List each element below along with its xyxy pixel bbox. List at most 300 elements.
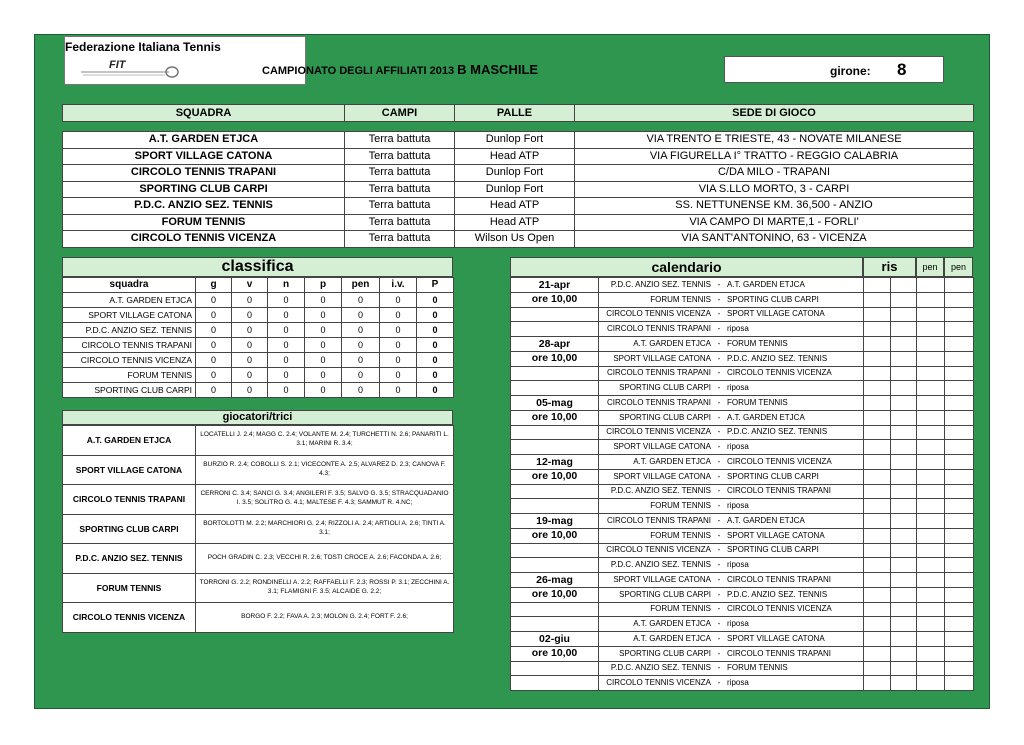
match-separator: -: [717, 648, 721, 658]
result-cell-2[interactable]: [891, 440, 917, 455]
result-cell-1[interactable]: [864, 543, 891, 558]
result-cell-1[interactable]: [864, 366, 891, 381]
away-team: riposa: [727, 619, 749, 629]
match-teams: [599, 351, 864, 366]
match-row: [511, 410, 974, 425]
standings-value: 0: [232, 368, 268, 383]
result-cell-2[interactable]: [891, 676, 917, 691]
team-row: [63, 148, 974, 165]
standings-row: [63, 368, 454, 383]
match-row: [511, 617, 974, 632]
players-team: CIRCOLO TENNIS TRAPANI: [63, 485, 196, 515]
team-name: CIRCOLO TENNIS VICENZA: [63, 231, 345, 248]
away-team: A.T. GARDEN ETJCA: [727, 279, 805, 289]
result-cell-2[interactable]: [891, 425, 917, 440]
pen-cell-1[interactable]: [917, 455, 945, 470]
result-cell-2[interactable]: [891, 337, 917, 352]
pen-cell-1[interactable]: [917, 469, 945, 484]
result-cell-2[interactable]: [891, 646, 917, 661]
players-list: BURZIO R. 2.4; COBOLLI S. 2.1; VICECONTE A. 2.5; ALVAREZ D. 2.3; CANOVA F. 4.3;: [196, 455, 454, 485]
match-row: [511, 425, 974, 440]
pen-cell-2[interactable]: [945, 322, 974, 337]
home-team: A.T. GARDEN ETJCA: [633, 456, 711, 466]
pen-header-1: pen: [916, 257, 944, 277]
team-sede: VIA TRENTO E TRIESTE, 43 - NOVATE MILANESE: [575, 132, 974, 149]
pen-cell-2[interactable]: [945, 676, 974, 691]
home-team: FORUM TENNIS: [650, 501, 711, 511]
result-cell-2[interactable]: [891, 366, 917, 381]
pen-cell-2[interactable]: [945, 292, 974, 307]
match-teams: [599, 528, 864, 543]
pen-cell-2[interactable]: [945, 396, 974, 411]
result-cell-2[interactable]: [891, 528, 917, 543]
standings-value: 0: [305, 338, 342, 353]
match-teams: [599, 587, 864, 602]
standings-header-cell: v: [232, 278, 268, 293]
ris-header: ris: [863, 257, 916, 277]
pen-cell-1[interactable]: [917, 558, 945, 573]
match-row: [511, 514, 974, 529]
pen-cell-2[interactable]: [945, 307, 974, 322]
home-team: SPORTING CLUB CARPI: [619, 648, 711, 658]
pen-cell-2[interactable]: [945, 543, 974, 558]
home-team: A.T. GARDEN ETJCA: [633, 619, 711, 629]
standings-value: 0: [380, 308, 417, 323]
match-teams: [599, 543, 864, 558]
match-teams: [599, 337, 864, 352]
away-team: riposa: [727, 560, 749, 570]
away-team: SPORTING CLUB CARPI: [727, 294, 819, 304]
players-list: CERRONI C. 3.4; SANCI G. 3.4; ANGILERI F. 3.5; SALVO G. 3.5; STRACQUADANIO I. 3.5; SOLITRO G. 4.1; MALTESE F. 4.3; SAMMUT R. 4.NC;: [196, 485, 454, 515]
standings-row: [63, 293, 454, 308]
result-cell-1[interactable]: [864, 646, 891, 661]
standings-value: 0: [305, 293, 342, 308]
match-row: [511, 602, 974, 617]
pen-cell-1[interactable]: [917, 632, 945, 647]
team-name: CIRCOLO TENNIS TRAPANI: [63, 165, 345, 182]
match-teams: [599, 278, 864, 293]
match-teams: [599, 469, 864, 484]
result-cell-1[interactable]: [864, 676, 891, 691]
home-team: P.D.C. ANZIO SEZ. TENNIS: [610, 486, 711, 496]
standings-value: 0: [268, 323, 305, 338]
match-separator: -: [717, 633, 721, 643]
pen-cell-2[interactable]: [945, 514, 974, 529]
result-cell-1[interactable]: [864, 425, 891, 440]
match-date: [511, 558, 599, 573]
pen-cell-2[interactable]: [945, 366, 974, 381]
pen-cell-2[interactable]: [945, 661, 974, 676]
match-row: [511, 528, 974, 543]
pen-cell-1[interactable]: [917, 499, 945, 514]
match-separator: -: [717, 515, 721, 525]
pen-cell-1[interactable]: [917, 514, 945, 529]
home-team: FORUM TENNIS: [650, 530, 711, 540]
standings-value: 0: [342, 293, 380, 308]
pen-cell-1[interactable]: [917, 543, 945, 558]
pen-cell-1[interactable]: [917, 661, 945, 676]
result-cell-2[interactable]: [891, 499, 917, 514]
standings-header-cell: g: [196, 278, 232, 293]
standings-value: 0: [305, 368, 342, 383]
header-campi: CAMPI: [345, 105, 455, 122]
pen-cell-2[interactable]: [945, 469, 974, 484]
calendar-table: [510, 277, 974, 691]
standings-value: 0: [232, 338, 268, 353]
home-team: P.D.C. ANZIO SEZ. TENNIS: [610, 560, 711, 570]
pen-cell-1[interactable]: [917, 337, 945, 352]
standings-value: 0: [268, 353, 305, 368]
result-cell-1[interactable]: [864, 558, 891, 573]
pen-cell-2[interactable]: [945, 632, 974, 647]
away-team: A.T. GARDEN ETJCA: [727, 412, 805, 422]
standings-value: 0: [196, 293, 232, 308]
team-row: [63, 214, 974, 231]
match-separator: -: [717, 456, 721, 466]
players-row: [63, 455, 454, 485]
match-teams: [599, 366, 864, 381]
result-cell-1[interactable]: [864, 410, 891, 425]
match-date: 02-giu: [511, 632, 599, 647]
pen-cell-1[interactable]: [917, 573, 945, 588]
pen-cell-2[interactable]: [945, 499, 974, 514]
result-cell-1[interactable]: [864, 455, 891, 470]
standings-value: 0: [268, 293, 305, 308]
match-separator: -: [717, 486, 721, 496]
away-team: CIRCOLO TENNIS VICENZA: [727, 604, 832, 614]
pen-cell-2[interactable]: [945, 351, 974, 366]
away-team: A.T. GARDEN ETJCA: [727, 515, 805, 525]
standings-header-cell: squadra: [63, 278, 196, 293]
standings-value: 0: [417, 353, 454, 368]
result-cell-2[interactable]: [891, 617, 917, 632]
result-cell-1[interactable]: [864, 307, 891, 322]
match-date: [511, 440, 599, 455]
pen-cell-1[interactable]: [917, 322, 945, 337]
home-team: SPORTING CLUB CARPI: [619, 412, 711, 422]
match-separator: -: [717, 383, 721, 393]
result-cell-2[interactable]: [891, 602, 917, 617]
result-cell-1[interactable]: [864, 292, 891, 307]
match-row: [511, 484, 974, 499]
pen-header-2: pen: [944, 257, 973, 277]
result-cell-2[interactable]: [891, 381, 917, 396]
standings-header-cell: i.v.: [380, 278, 417, 293]
pen-cell-1[interactable]: [917, 528, 945, 543]
calendario-title: calendario: [510, 257, 863, 277]
result-cell-2[interactable]: [891, 410, 917, 425]
standings-value: 0: [380, 353, 417, 368]
home-team: CIRCOLO TENNIS TRAPANI: [606, 397, 711, 407]
pen-cell-2[interactable]: [945, 455, 974, 470]
pen-cell-2[interactable]: [945, 484, 974, 499]
match-date: [511, 617, 599, 632]
standings-value: 0: [305, 323, 342, 338]
match-row: [511, 440, 974, 455]
team-row: [63, 165, 974, 182]
pen-cell-1[interactable]: [917, 440, 945, 455]
result-cell-1[interactable]: [864, 381, 891, 396]
standings-value: 0: [196, 323, 232, 338]
result-cell-1[interactable]: [864, 469, 891, 484]
match-row: [511, 381, 974, 396]
result-cell-1[interactable]: [864, 661, 891, 676]
standings-header-cell: pen: [342, 278, 380, 293]
pen-cell-1[interactable]: [917, 351, 945, 366]
pen-cell-2[interactable]: [945, 528, 974, 543]
result-cell-1[interactable]: [864, 351, 891, 366]
pen-cell-1[interactable]: [917, 278, 945, 293]
result-cell-2[interactable]: [891, 573, 917, 588]
match-teams: [599, 646, 864, 661]
players-list: BORTOLOTTI M. 2.2; MARCHIORI G. 2.4; RIZZOLI A. 2.4; ARTIOLI A. 2.6; TINTI A. 3.1;: [196, 514, 454, 544]
standings-table: [62, 277, 454, 398]
result-cell-1[interactable]: [864, 484, 891, 499]
result-cell-1[interactable]: [864, 602, 891, 617]
team-name: SPORT VILLAGE CATONA: [63, 148, 345, 165]
result-cell-1[interactable]: [864, 499, 891, 514]
team-campi: Terra battuta: [345, 148, 455, 165]
players-row: [63, 426, 454, 456]
match-row: [511, 278, 974, 293]
standings-value: 0: [380, 368, 417, 383]
away-team: P.D.C. ANZIO SEZ. TENNIS: [727, 353, 828, 363]
match-date: [511, 499, 599, 514]
standings-value: 0: [232, 293, 268, 308]
match-date: [511, 366, 599, 381]
away-team: SPORTING CLUB CARPI: [727, 471, 819, 481]
match-date: [511, 602, 599, 617]
match-separator: -: [717, 442, 721, 452]
federation-name: Federazione Italiana Tennis: [65, 40, 221, 54]
standings-value: 0: [380, 383, 417, 398]
away-team: FORUM TENNIS: [727, 663, 788, 673]
match-row: [511, 307, 974, 322]
match-separator: -: [717, 427, 721, 437]
team-campi: Terra battuta: [345, 132, 455, 149]
result-cell-1[interactable]: [864, 278, 891, 293]
match-row: [511, 337, 974, 352]
match-teams: [599, 602, 864, 617]
result-cell-1[interactable]: [864, 587, 891, 602]
players-row: [63, 485, 454, 515]
federation-header: [64, 36, 306, 85]
pen-cell-2[interactable]: [945, 558, 974, 573]
result-cell-1[interactable]: [864, 632, 891, 647]
fit-logo: [77, 57, 187, 81]
result-cell-2[interactable]: [891, 587, 917, 602]
away-team: riposa: [727, 501, 749, 511]
match-row: [511, 632, 974, 647]
standings-team: P.D.C. ANZIO SEZ. TENNIS: [63, 323, 196, 338]
pen-cell-1[interactable]: [917, 381, 945, 396]
pen-cell-2[interactable]: [945, 381, 974, 396]
pen-cell-1[interactable]: [917, 617, 945, 632]
away-team: SPORT VILLAGE CATONA: [727, 309, 825, 319]
standings-value: 0: [196, 308, 232, 323]
team-row: [63, 198, 974, 215]
pen-cell-1[interactable]: [917, 646, 945, 661]
team-campi: Terra battuta: [345, 231, 455, 248]
standings-value: 0: [417, 293, 454, 308]
match-teams: [599, 632, 864, 647]
players-row: [63, 573, 454, 603]
pen-cell-1[interactable]: [917, 676, 945, 691]
pen-cell-1[interactable]: [917, 366, 945, 381]
match-separator: -: [717, 604, 721, 614]
home-team: SPORTING CLUB CARPI: [619, 383, 711, 393]
result-cell-2[interactable]: [891, 484, 917, 499]
match-teams: [599, 410, 864, 425]
match-teams: [599, 455, 864, 470]
match-separator: -: [717, 560, 721, 570]
fit-logo-text: FIT: [109, 59, 126, 71]
match-date: ore 10,00: [511, 587, 599, 602]
home-team: SPORT VILLAGE CATONA: [613, 574, 711, 584]
match-teams: [599, 396, 864, 411]
away-team: riposa: [727, 383, 749, 393]
team-sede: VIA S.LLO MORTO, 3 - CARPI: [575, 181, 974, 198]
result-cell-2[interactable]: [891, 351, 917, 366]
pen-cell-2[interactable]: [945, 337, 974, 352]
away-team: SPORTING CLUB CARPI: [727, 545, 819, 555]
team-name: FORUM TENNIS: [63, 214, 345, 231]
match-row: [511, 558, 974, 573]
pen-cell-1[interactable]: [917, 396, 945, 411]
standings-team: A.T. GARDEN ETJCA: [63, 293, 196, 308]
players-row: [63, 514, 454, 544]
standings-value: 0: [196, 338, 232, 353]
match-teams: [599, 514, 864, 529]
result-cell-2[interactable]: [891, 292, 917, 307]
match-row: [511, 661, 974, 676]
result-cell-2[interactable]: [891, 278, 917, 293]
standings-value: 0: [342, 383, 380, 398]
result-cell-1[interactable]: [864, 337, 891, 352]
team-sede: VIA CAMPO DI MARTE,1 - FORLI': [575, 214, 974, 231]
standings-value: 0: [305, 308, 342, 323]
home-team: CIRCOLO TENNIS VICENZA: [606, 545, 711, 555]
standings-value: 0: [380, 323, 417, 338]
result-cell-1[interactable]: [864, 322, 891, 337]
match-teams: [599, 617, 864, 632]
pen-cell-2[interactable]: [945, 617, 974, 632]
pen-cell-1[interactable]: [917, 307, 945, 322]
match-row: [511, 469, 974, 484]
teams-table-header: [62, 104, 974, 122]
result-cell-2[interactable]: [891, 322, 917, 337]
girone-number: 8: [897, 60, 907, 79]
players-team: SPORT VILLAGE CATONA: [63, 455, 196, 485]
team-palle: Head ATP: [455, 214, 575, 231]
team-palle: Wilson Us Open: [455, 231, 575, 248]
match-teams: [599, 381, 864, 396]
result-cell-2[interactable]: [891, 543, 917, 558]
pen-cell-2[interactable]: [945, 587, 974, 602]
standings-value: 0: [417, 383, 454, 398]
result-cell-1[interactable]: [864, 440, 891, 455]
pen-cell-2[interactable]: [945, 410, 974, 425]
players-table: [62, 425, 454, 633]
standings-value: 0: [268, 308, 305, 323]
standings-value: 0: [196, 353, 232, 368]
result-cell-2[interactable]: [891, 514, 917, 529]
match-teams: [599, 307, 864, 322]
pen-cell-2[interactable]: [945, 573, 974, 588]
team-sede: C/DA MILO - TRAPANI: [575, 165, 974, 182]
away-team: CIRCOLO TENNIS VICENZA: [727, 456, 832, 466]
match-separator: -: [717, 530, 721, 540]
championship-title: [262, 62, 538, 77]
players-list: POCH GRADIN C. 2.3; VECCHI R. 2.6; TOSTI CROCE A. 2.6; FACONDA A. 2.6;: [196, 544, 454, 574]
standings-value: 0: [417, 323, 454, 338]
standings-header-row: [63, 278, 454, 293]
pen-cell-1[interactable]: [917, 292, 945, 307]
result-cell-2[interactable]: [891, 455, 917, 470]
pen-cell-2[interactable]: [945, 278, 974, 293]
match-date: ore 10,00: [511, 410, 599, 425]
home-team: SPORTING CLUB CARPI: [619, 589, 711, 599]
standings-header-cell: n: [268, 278, 305, 293]
team-palle: Head ATP: [455, 148, 575, 165]
team-row: [63, 132, 974, 149]
result-cell-2[interactable]: [891, 558, 917, 573]
match-teams: [599, 558, 864, 573]
result-cell-2[interactable]: [891, 661, 917, 676]
home-team: P.D.C. ANZIO SEZ. TENNIS: [610, 279, 711, 289]
standings-value: 0: [380, 338, 417, 353]
team-campi: Terra battuta: [345, 181, 455, 198]
pen-cell-2[interactable]: [945, 440, 974, 455]
match-teams: [599, 676, 864, 691]
header-sede: SEDE DI GIOCO: [575, 105, 974, 122]
pen-cell-1[interactable]: [917, 410, 945, 425]
pen-cell-1[interactable]: [917, 602, 945, 617]
players-team: SPORTING CLUB CARPI: [63, 514, 196, 544]
result-cell-1[interactable]: [864, 528, 891, 543]
pen-cell-1[interactable]: [917, 587, 945, 602]
result-cell-1[interactable]: [864, 514, 891, 529]
pen-cell-2[interactable]: [945, 425, 974, 440]
match-row: [511, 351, 974, 366]
home-team: CIRCOLO TENNIS VICENZA: [606, 427, 711, 437]
standings-value: 0: [268, 338, 305, 353]
home-team: CIRCOLO TENNIS TRAPANI: [606, 515, 711, 525]
match-row: [511, 292, 974, 307]
match-separator: -: [717, 279, 721, 289]
match-row: [511, 396, 974, 411]
match-row: [511, 573, 974, 588]
result-cell-1[interactable]: [864, 573, 891, 588]
result-cell-2[interactable]: [891, 632, 917, 647]
pen-cell-1[interactable]: [917, 484, 945, 499]
result-cell-1[interactable]: [864, 396, 891, 411]
result-cell-1[interactable]: [864, 617, 891, 632]
pen-cell-2[interactable]: [945, 646, 974, 661]
match-separator: -: [717, 294, 721, 304]
match-date: ore 10,00: [511, 351, 599, 366]
match-row: [511, 543, 974, 558]
match-separator: -: [717, 589, 721, 599]
home-team: SPORT VILLAGE CATONA: [613, 353, 711, 363]
result-cell-2[interactable]: [891, 307, 917, 322]
standings-value: 0: [417, 308, 454, 323]
result-cell-2[interactable]: [891, 396, 917, 411]
result-cell-2[interactable]: [891, 469, 917, 484]
pen-cell-2[interactable]: [945, 602, 974, 617]
pen-cell-1[interactable]: [917, 425, 945, 440]
players-row: [63, 603, 454, 633]
